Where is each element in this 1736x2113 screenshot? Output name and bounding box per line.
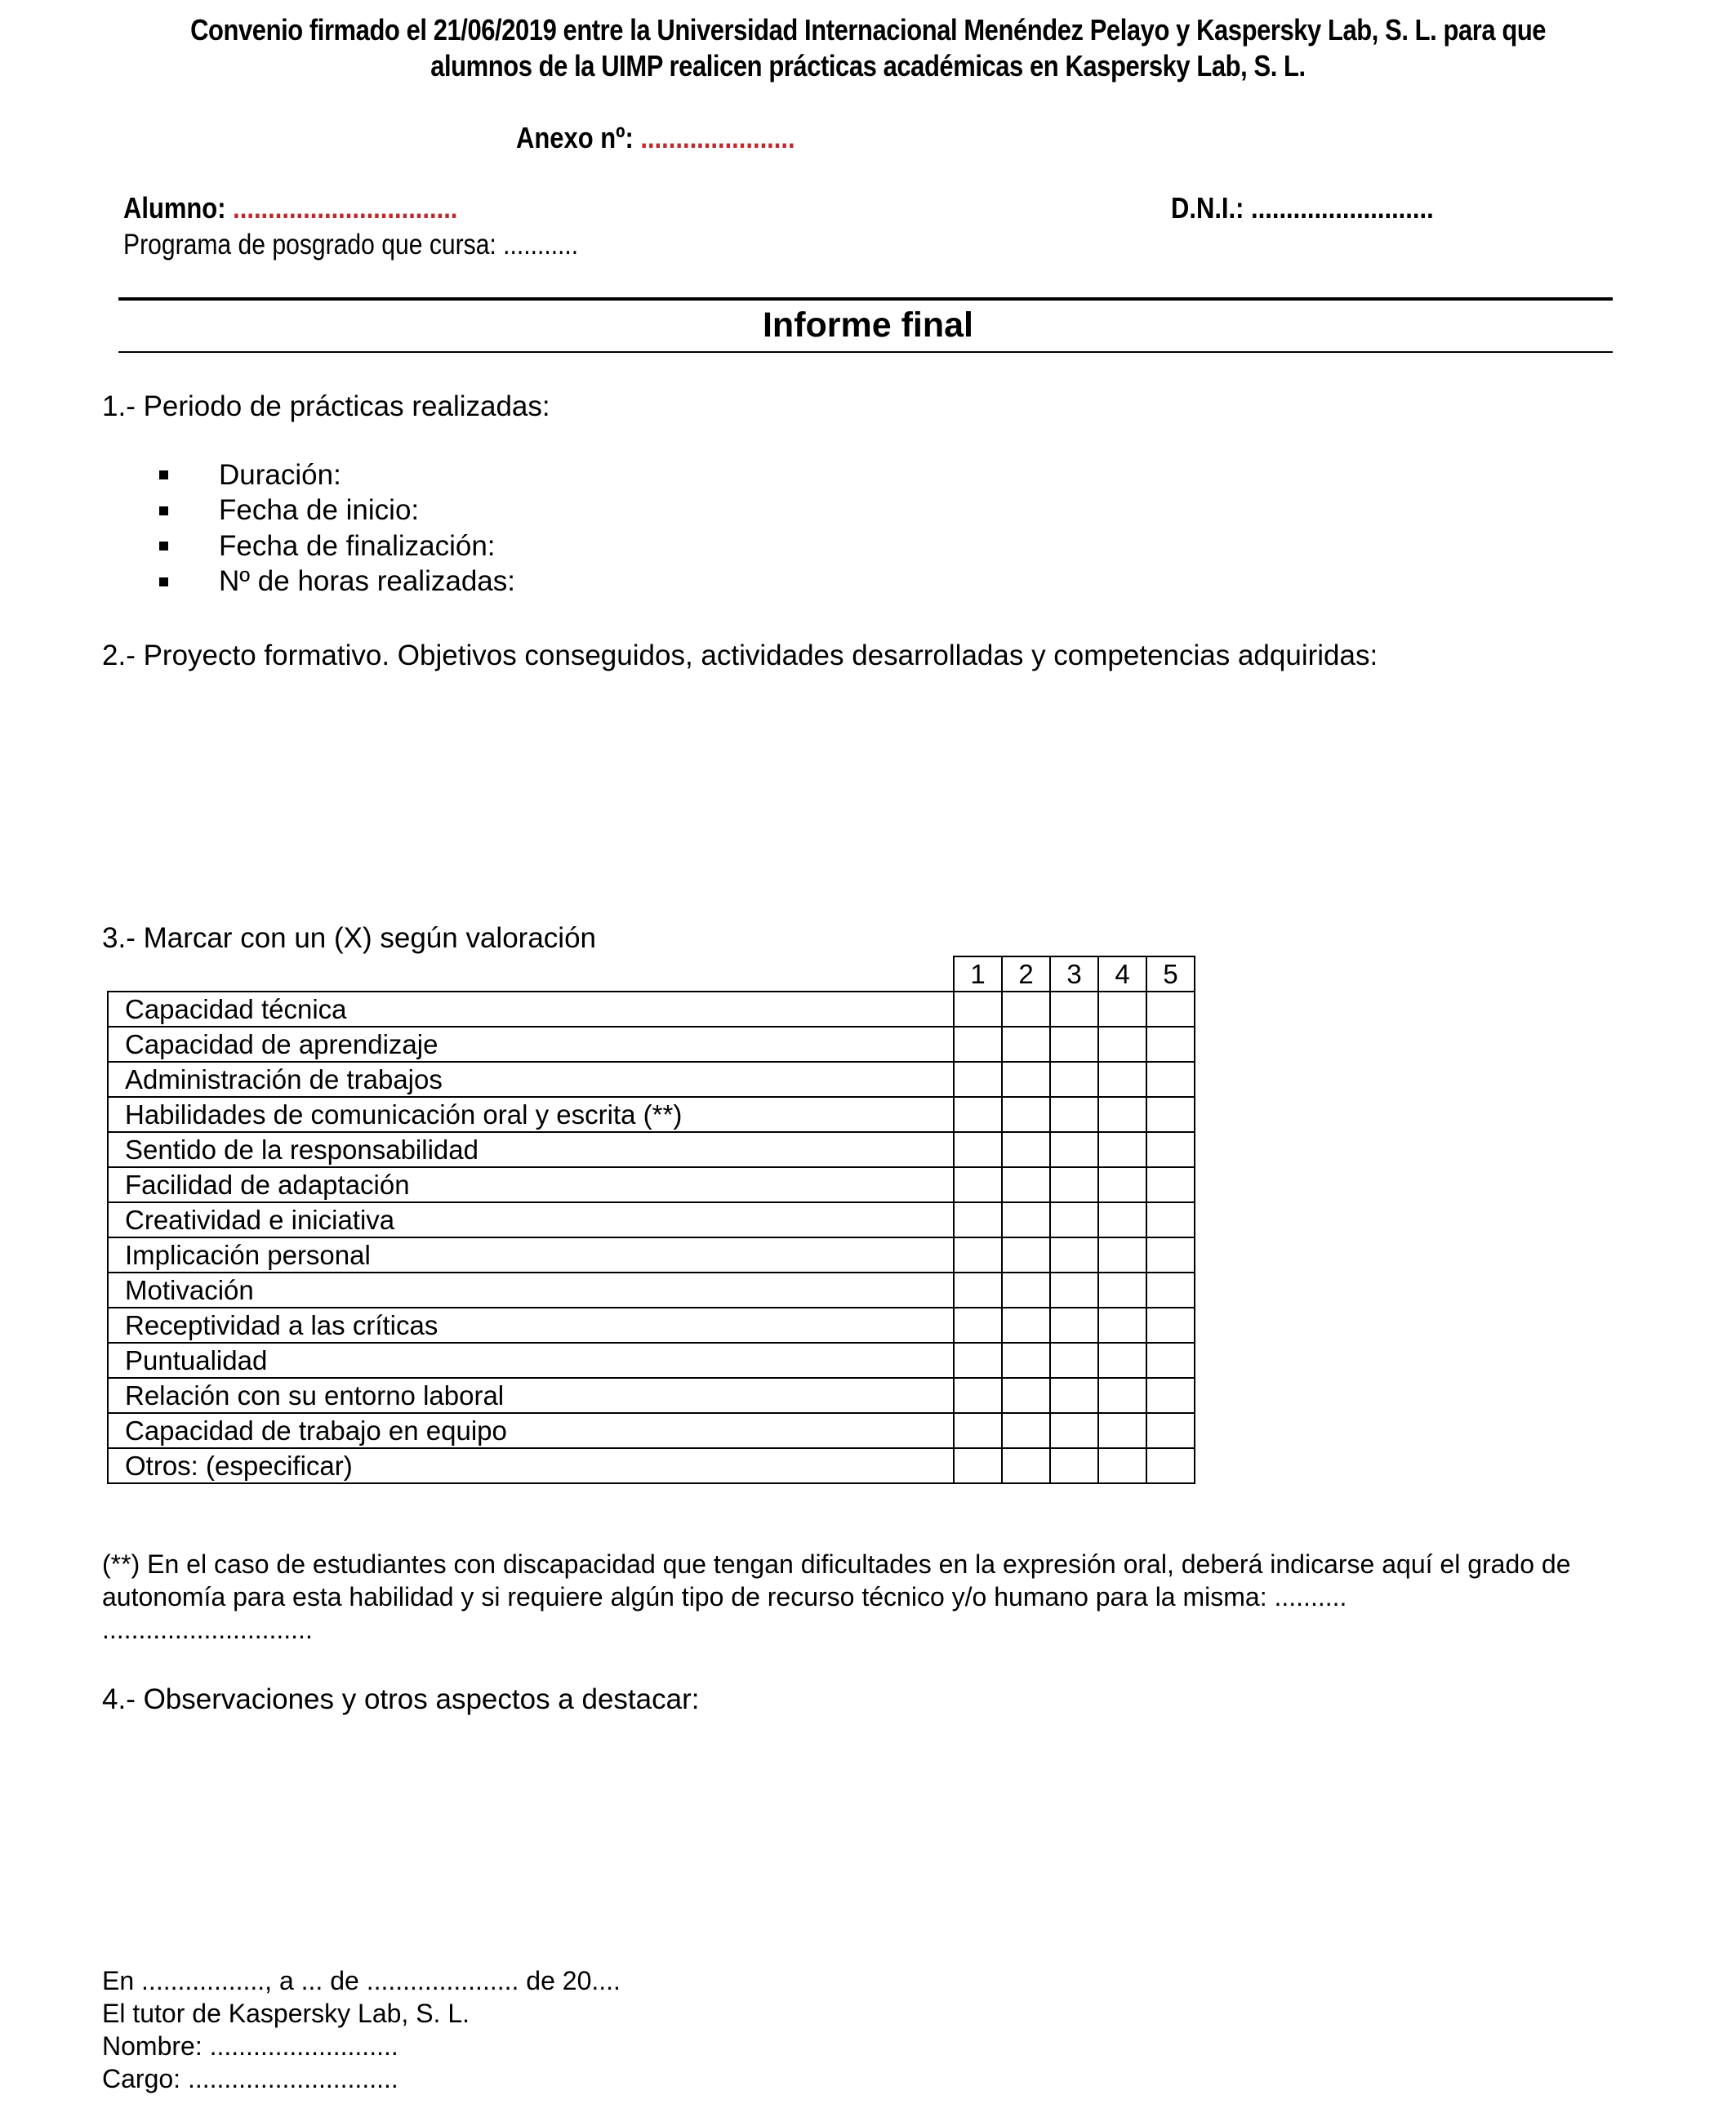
criterion-label: Capacidad de trabajo en equipo (108, 1413, 954, 1448)
bullet-icon (159, 470, 168, 479)
rating-cell-1[interactable] (954, 1097, 1002, 1132)
rating-cell-4[interactable] (1098, 1273, 1146, 1308)
table-row (108, 1273, 1195, 1308)
anexo-value: ...................... (640, 121, 795, 154)
rating-cell-1[interactable] (954, 1202, 1002, 1237)
section2-heading: 2.- Proyecto formativo. Objetivos conseguidos, actividades desarrolladas y competencias adquiridas: (102, 640, 1378, 671)
rating-cell-3[interactable] (1050, 1448, 1098, 1483)
criterion-label: Receptividad a las críticas (108, 1308, 954, 1343)
criterion-label: Otros: (especificar) (108, 1448, 954, 1483)
rating-cell-1[interactable] (954, 1378, 1002, 1413)
section4-heading: 4.- Observaciones y otros aspectos a destacar: (102, 1683, 700, 1715)
rating-cell-1[interactable] (954, 1132, 1002, 1167)
rating-cell-2[interactable] (1002, 1273, 1050, 1308)
rating-cell-2[interactable] (1002, 1167, 1050, 1202)
rating-cell-1[interactable] (954, 1273, 1002, 1308)
dni-label: D.N.I.: (1171, 191, 1252, 225)
rating-cell-3[interactable] (1050, 992, 1098, 1027)
rating-cell-4[interactable] (1098, 992, 1146, 1027)
cargo-line: Cargo: ............................. (102, 2064, 398, 2093)
list-item: Duración: (159, 457, 515, 493)
table-row (108, 1448, 1195, 1483)
table-row (108, 1308, 1195, 1343)
rating-cell-1[interactable] (954, 1448, 1002, 1483)
scale-header: 2 (1002, 956, 1050, 992)
rating-cell-1[interactable] (954, 1237, 1002, 1273)
bullet-icon (159, 542, 168, 551)
scale-header: 3 (1050, 956, 1098, 992)
criterion-label: Capacidad de aprendizaje (108, 1027, 954, 1062)
rating-cell-5[interactable] (1146, 1413, 1195, 1448)
agreement-title-line1: Convenio firmado el 21/06/2019 entre la Universidad Internacional Menéndez Pelayo y Kaspersky Lab, S. L. para que (190, 13, 1546, 47)
rating-cell-3[interactable] (1050, 1378, 1098, 1413)
note-line-2: autonomía para esta habilidad y si requiere algún tipo de recurso técnico y/o humano para la misma: .......... (102, 1582, 1347, 1611)
rating-cell-3[interactable] (1050, 1343, 1098, 1378)
rating-cell-1[interactable] (954, 1167, 1002, 1202)
rating-cell-4[interactable] (1098, 1378, 1146, 1413)
rating-cell-2[interactable] (1002, 1413, 1050, 1448)
list-item: Fecha de inicio: (159, 493, 515, 529)
title-bottom-rule (118, 351, 1613, 353)
alumno-label: Alumno: (123, 191, 234, 225)
rating-cell-2[interactable] (1002, 1308, 1050, 1343)
rating-cell-5[interactable] (1146, 1062, 1195, 1097)
dni-field (1171, 191, 1476, 225)
bullet-icon (159, 506, 168, 515)
rating-cell-5[interactable] (1146, 1167, 1195, 1202)
rating-cell-3[interactable] (1050, 1167, 1098, 1202)
anexo-label: Anexo nº: (516, 121, 641, 154)
table-row (108, 1132, 1195, 1167)
dni-value: .......................... (1251, 191, 1434, 225)
rating-cell-2[interactable] (1002, 992, 1050, 1027)
rating-cell-3[interactable] (1050, 1308, 1098, 1343)
rating-cell-5[interactable] (1146, 1132, 1195, 1167)
table-row (108, 1413, 1195, 1448)
criterion-label: Habilidades de comunicación oral y escrita (**) (108, 1097, 954, 1132)
tutor-line: El tutor de Kaspersky Lab, S. L. (102, 1999, 470, 2028)
scale-header: 1 (954, 956, 1002, 992)
rating-cell-2[interactable] (1002, 1378, 1050, 1413)
table-row (108, 992, 1195, 1027)
rating-cell-3[interactable] (1050, 1097, 1098, 1132)
table-row (108, 1378, 1195, 1413)
scale-header: 4 (1098, 956, 1146, 992)
rating-cell-5[interactable] (1146, 1343, 1195, 1378)
rating-cell-1[interactable] (954, 992, 1002, 1027)
programa-field: Programa de posgrado que cursa: ........... (123, 229, 579, 261)
rating-cell-4[interactable] (1098, 1027, 1146, 1062)
rating-cell-5[interactable] (1146, 1202, 1195, 1237)
rating-cell-2[interactable] (1002, 1343, 1050, 1378)
table-row (108, 1097, 1195, 1132)
rating-cell-1[interactable] (954, 1413, 1002, 1448)
table-row (108, 1167, 1195, 1202)
rating-cell-3[interactable] (1050, 1237, 1098, 1273)
rating-cell-2[interactable] (1002, 1237, 1050, 1273)
criterion-label: Relación con su entorno laboral (108, 1378, 954, 1413)
table-row (108, 1202, 1195, 1237)
title-top-rule (118, 297, 1613, 301)
alumno-field (123, 191, 512, 225)
place-date-line: En ................., a ... de ..................... de 20.... (102, 1966, 621, 1995)
list-item: Fecha de finalización: (159, 528, 515, 564)
rating-cell-5[interactable] (1146, 992, 1195, 1027)
nombre-line: Nombre: .......................... (102, 2031, 398, 2061)
rating-cell-4[interactable] (1098, 1343, 1146, 1378)
anexo-field (516, 121, 840, 155)
table-row (108, 1062, 1195, 1097)
section1-list (159, 457, 515, 600)
rating-cell-4[interactable] (1098, 1237, 1146, 1273)
rating-cell-4[interactable] (1098, 1413, 1146, 1448)
agreement-title-line2: alumnos de la UIMP realicen prácticas académicas en Kaspersky Lab, S. L. (430, 49, 1306, 82)
rating-cell-3[interactable] (1050, 1062, 1098, 1097)
rating-cell-1[interactable] (954, 1308, 1002, 1343)
criterion-label: Facilidad de adaptación (108, 1167, 954, 1202)
rating-cell-4[interactable] (1098, 1062, 1146, 1097)
criterion-label: Puntualidad (108, 1343, 954, 1378)
scale-header: 5 (1146, 956, 1195, 992)
list-item: Nº de horas realizadas: (159, 564, 515, 600)
criterion-label: Capacidad técnica (108, 992, 954, 1027)
criterion-label: Sentido de la responsabilidad (108, 1132, 954, 1167)
rating-cell-5[interactable] (1146, 1378, 1195, 1413)
rating-cell-3[interactable] (1050, 1132, 1098, 1167)
section1-heading: 1.- Periodo de prácticas realizadas: (102, 390, 550, 422)
rating-cell-2[interactable] (1002, 1202, 1050, 1237)
table-row (108, 1027, 1195, 1062)
rating-cell-5[interactable] (1146, 1273, 1195, 1308)
rating-cell-3[interactable] (1050, 1027, 1098, 1062)
alumno-value: ................................ (233, 191, 458, 225)
rating-cell-3[interactable] (1050, 1273, 1098, 1308)
rating-cell-3[interactable] (1050, 1413, 1098, 1448)
rating-cell-4[interactable] (1098, 1308, 1146, 1343)
rating-cell-4[interactable] (1098, 1448, 1146, 1483)
rating-cell-2[interactable] (1002, 1027, 1050, 1062)
rating-cell-1[interactable] (954, 1343, 1002, 1378)
criterion-label: Motivación (108, 1273, 954, 1308)
rating-cell-5[interactable] (1146, 1027, 1195, 1062)
rating-cell-2[interactable] (1002, 1062, 1050, 1097)
rating-cell-1[interactable] (954, 1027, 1002, 1062)
rating-cell-2[interactable] (1002, 1132, 1050, 1167)
rating-cell-5[interactable] (1146, 1237, 1195, 1273)
rating-cell-5[interactable] (1146, 1308, 1195, 1343)
rating-cell-5[interactable] (1146, 1448, 1195, 1483)
section3-heading: 3.- Marcar con un (X) según valoración (102, 922, 596, 954)
rating-cell-3[interactable] (1050, 1202, 1098, 1237)
rating-scale-row (108, 956, 1195, 992)
criterion-label: Administración de trabajos (108, 1062, 954, 1097)
note-line-1: (**) En el caso de estudiantes con discapacidad que tengan dificultades en la expresión oral, deberá indicarse aquí el grado de (102, 1549, 1571, 1579)
rating-cell-1[interactable] (954, 1062, 1002, 1097)
rating-cell-4[interactable] (1098, 1167, 1146, 1202)
criterion-label: Implicación personal (108, 1237, 954, 1273)
rating-cell-2[interactable] (1002, 1097, 1050, 1132)
criterion-label: Creatividad e iniciativa (108, 1202, 954, 1237)
rating-table (107, 956, 1195, 1484)
rating-cell-4[interactable] (1098, 1132, 1146, 1167)
note-line-3: ............................. (102, 1615, 313, 1644)
bullet-icon (159, 577, 168, 586)
rating-cell-4[interactable] (1098, 1202, 1146, 1237)
page-title: Informe final (762, 305, 974, 345)
rating-cell-4[interactable] (1098, 1097, 1146, 1132)
table-row (108, 1237, 1195, 1273)
rating-cell-2[interactable] (1002, 1448, 1050, 1483)
table-row (108, 1343, 1195, 1378)
rating-cell-5[interactable] (1146, 1097, 1195, 1132)
